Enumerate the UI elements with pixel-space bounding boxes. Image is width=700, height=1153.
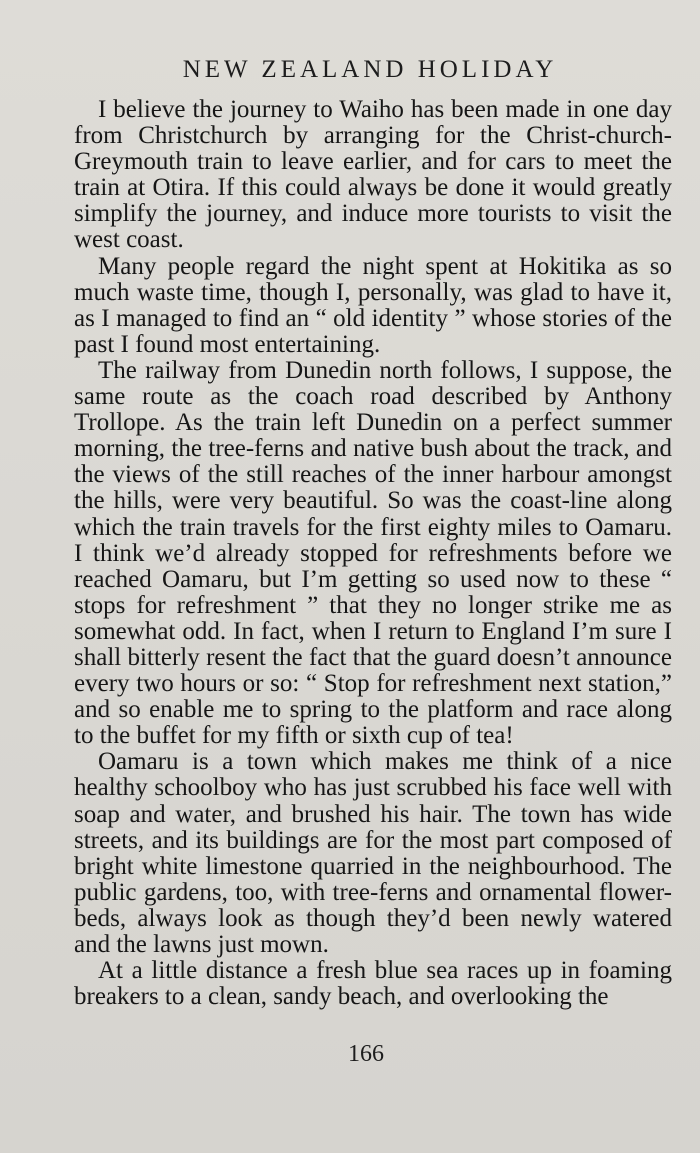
paragraph-3: The railway from Dunedin north follows, I suppose, the same route as the coach road described by Anthony Trollope. As the train left Dunedin on a perfect summer morning, the tree-ferns and native bush about the track, and the views of the still reaches of the inner harbour amongst the hills, were very beautiful. So was the coast-line along which the train travels for the first eighty miles to Oamaru. I think we’d already stopped for refreshments before we reached Oamaru, but I’m getting so used now to these “ stops for refreshment ” that they no longer strike me as somewhat odd. In fact, when I return to England I’m sure I shall bitterly resent the fact that the guard doesn’t announce every two hours or so: “ Stop for refreshment next station,” and so enable me to spring to the platform and race along to the buffet for my fifth or sixth cup of tea!	[74, 356, 672, 750]
body-text	[74, 97, 672, 1010]
paragraph-2: Many people regard the night spent at Hokitika as so much waste time, though I, personally, was glad to have it, as I managed to find an “ old identity ” whose stories of the past I found most entertaining.	[74, 252, 672, 358]
paragraph-5: At a little distance a fresh blue sea races up in foaming breakers to a clean, sandy beach, and overlooking the	[74, 957, 672, 1011]
running-title: NEW ZEALAND HOLIDAY	[182, 56, 558, 83]
page-number: 166	[348, 1041, 384, 1067]
paragraph-4: Oamaru is a town which makes me think of a nice healthy schoolboy who has just scrubbed his face well with soap and water, and brushed his hair. The town has wide streets, and its buildings are for the most part composed of bright white limestone quarried in the neighbourhood. The public gardens, too, with tree-ferns and ornamental flower-beds, always look as though they’d been newly watered and the lawns just mown.	[74, 748, 672, 958]
paragraph-1: I believe the journey to Waiho has been made in one day from Christchurch by arranging for the Christ-church-Greymouth train to leave earlier, and for cars to meet the train at Otira. If this could always be done it would greatly simplify the journey, and induce more tourists to visit the west coast.	[74, 96, 672, 254]
